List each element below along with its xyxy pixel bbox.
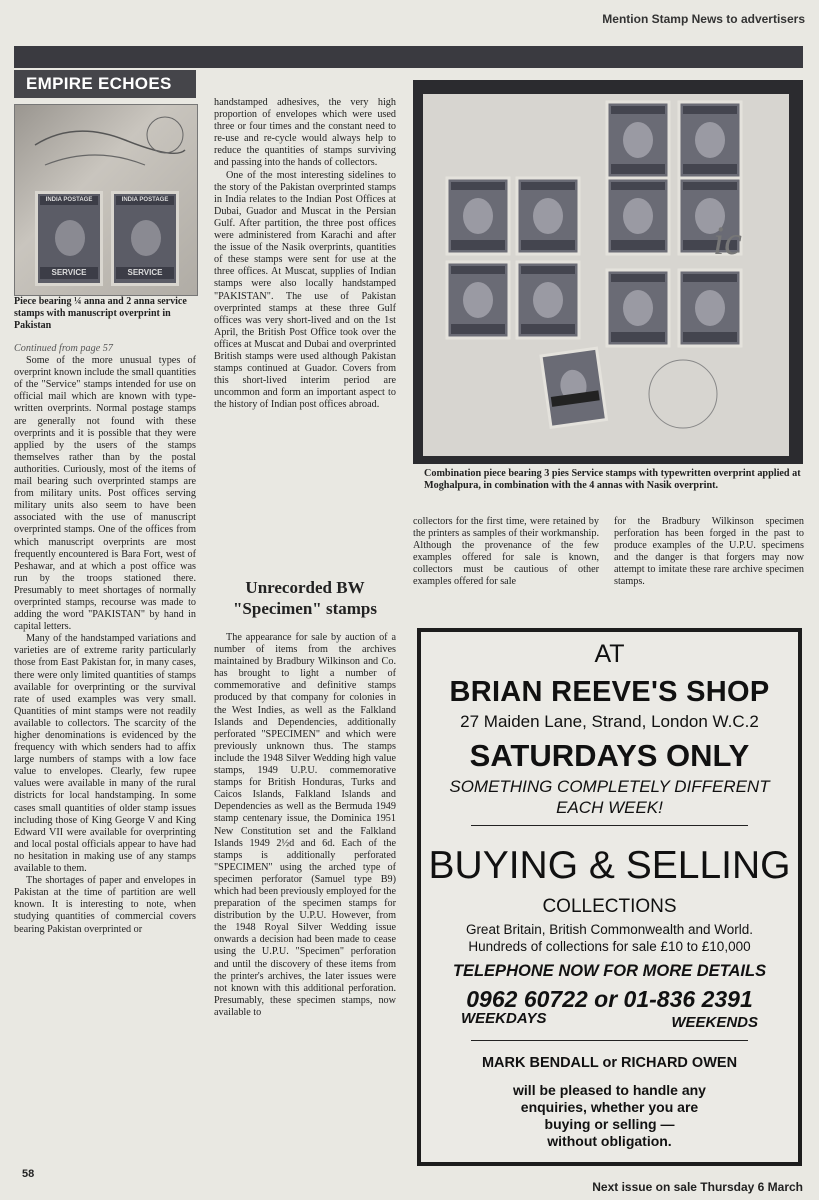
body-paragraph: Many of the handstamped variations and varieties are of extreme rarity particularly those from East Pakistan for, in many cases, there were only limited quantities of stamps available for overprinting or the survival rate of used examples was very small. Quantities of mint stamps were not readily available to collectors. The scarcity of the higher denominations is evidenced by the frequency with which senders had to affix large numbers of stamps with a low face value to envelopes. Clearly, few rupee values were available in many of the rural districts for local handstamping. In some cases small quantities of older stamp issues including those of King George V and King Edward VII were available for overprinting and local postal officials appear to have had no hesitation in making use of any stamps available to them. (14, 633, 196, 875)
stamp-overprint: SERVICE (116, 267, 174, 279)
ad-buying-selling: BUYING & SELLING (428, 844, 791, 887)
ad-shop-name: BRIAN REEVE'S SHOP (449, 676, 770, 708)
combination-piece-photo (413, 80, 803, 464)
ad-closing: will be pleased to handle any (513, 1082, 706, 1098)
shop-advertisement (417, 628, 802, 1166)
ad-closing: buying or selling — (544, 1116, 675, 1132)
photo-caption: Combination piece bearing 3 pies Service stamps with typewritten overprint applied at Moghalpura, in combination with the 4 annas with Nasik overprint. (424, 468, 801, 492)
ad-tagline: SOMETHING COMPLETELY DIFFERENT (449, 777, 770, 796)
stamps-block (423, 94, 789, 456)
article-column-1 (14, 343, 196, 936)
section-title: EMPIRE ECHOES (14, 70, 196, 98)
body-paragraph: One of the most interesting sidelines to the story of the Pakistan overprinted stamps in India relates to the Indian Post Offices at Dubai, Guador and Muscat in the Persian Gulf. After partition, the three post offices were administered from Karachi and after the issue of the Nasik overprints, quantities of these stamps were sent for use at the three offices. At Muscat, supplies of Indian stamps were also locally handstamped "PAKISTAN". The use of Pakistan overprinted stamps at these three Gulf offices was very short-lived and on the 1st April, the British Post Office took over the offices at Muscat and Dubai and overprinted British stamps were used although Pakistan stamps continued at Guador. Covers from this short-lived interim period are uncommon and form an important aspect to the history of Indian post offices abroad. (214, 169, 396, 411)
ad-weekends: WEEKENDS (671, 1014, 758, 1031)
ad-saturdays: SATURDAYS ONLY (469, 738, 750, 773)
body-paragraph: handstamped adhesives, the very high proportion of envelopes which were used three or four times and the constant need to re-use and re-cycle would always help to reduce the quantities of stamps surviving and passing into the hands of collectors. (214, 97, 396, 169)
article-heading: Unrecorded BW "Specimen" stamps (232, 578, 378, 618)
continued-note: Continued from page 57 (14, 343, 113, 354)
ad-closing: without obligation. (547, 1133, 672, 1149)
stamp-top-text: INDIA POSTAGE (40, 196, 98, 205)
ad-address: 27 Maiden Lane, Strand, London W.C.2 (460, 712, 759, 731)
stamp-piece-photo (14, 104, 198, 296)
running-head: Mention Stamp News to advertisers (602, 12, 805, 26)
stamp-overprint: SERVICE (40, 267, 98, 279)
envelope-piece (423, 94, 789, 456)
ad-price-range: Hundreds of collections for sale £10 to £10,000 (468, 939, 751, 954)
body-paragraph: Some of the more unusual types of overprint known include the small quantities of the "Service" stamps intended for use on official mail which are known with type-written overprints. Normal postage stamps are generally not found with these overprints and it is possible that they were applied by the users of the stamps themselves rather than by the postal authorities. Curiously, most of the items of mail bearing such overprinted stamps are from military units. Post offices serving military units also seem to have been associated with the use of manuscript overprinted stamps. One of the offices from which manuscript overprints are most frequently encountered is Bara Fort, west of Peshawar, and at which a post office was run by the troops stationed there. Presumably to meet shortages of normally overprinted stamps, recourse was made to adding the word "PAKISTAN" by hand in capital letters. (14, 355, 196, 633)
ad-at: AT (594, 640, 625, 668)
footer-note: Next issue on sale Thursday 6 March (592, 1180, 803, 1194)
ad-weekdays: WEEKDAYS (461, 1010, 547, 1027)
svg-text:ic: ic (713, 218, 742, 263)
ad-divider (471, 825, 748, 826)
article-column-4: for the Bradbury Wilkinson specimen perforation has been forged in the past to produce examples of the U.P.U. specimens and the danger is that forgers may now attempt to imitate these rare archive specimen stamps. (614, 516, 804, 588)
body-paragraph: The appearance for sale by auction of a number of items from the archives maintained by Bradbury Wilkinson and Co. has brought to light a number of commemorative and definitive stamps produced by that company for colonies in the West Indies, as well as the Falkland Islands and Dependencies, additionally perforated "SPECIMEN" and which were previously unknown thus. The stamps include the 1948 Silver Wedding high value stamps, 1949 U.P.U. commemorative stamps for British Honduras, Turks and Caicos Islands, Falkland Islands and Dependencies as well as the Bermuda 1949 stamp centenary issue, the Dominica 1951 New Constitution set and the Falkland Islands 1949 2½d and 6d. Each of the stamps is additionally perforated "SPECIMEN" using the arched type of specimen perforator (Samuel type B9) which had been previously employed for the preparation of the specimen stamps for distribution by the U.P.U. However, from the 1948 Royal Silver Wedding issue onwards a decision had been made to cease using the U.P.U. "Specimen" perforation and until the discovery of these items from the printer's archives, the later issues were not known with this additional perforation. Presumably, these specimen stamps, now available to (214, 632, 396, 1018)
article-column-3: collectors for the first time, were retained by the printers as samples of their workmanship. Although the provenance of the few examples offered for sale is known, collectors must be cautious of other examples offered for sale (413, 516, 599, 588)
ad-contact-names: MARK BENDALL or RICHARD OWEN (481, 1055, 738, 1071)
page-number: 58 (22, 1168, 35, 1180)
ad-telephone: TELEPHONE NOW FOR MORE DETAILS (452, 962, 767, 980)
ad-closing: enquiries, whether you are (520, 1099, 699, 1115)
ad-collections: COLLECTIONS (542, 896, 677, 917)
header-rule-bar (14, 46, 803, 68)
postmark-scribble (15, 105, 197, 295)
photo-caption: Piece bearing ¼ anna and 2 anna service stamps with manuscript overprint in Pakistan (14, 296, 187, 331)
stamp-top-text: INDIA POSTAGE (116, 196, 174, 205)
article-column-2b (214, 632, 396, 1019)
ad-tagline: EACH WEEK! (556, 798, 663, 817)
article-column-2 (214, 97, 396, 411)
ad-divider (471, 1040, 748, 1041)
ad-phone-numbers: 0962 60722 or 01-836 2391 (466, 986, 753, 1012)
body-paragraph: The shortages of paper and envelopes in Pakistan at the time of partition are well known. It is interesting to note, when studying quantities of commercial covers bearing Pakistan overprinted or (14, 875, 196, 935)
ad-regions: Great Britain, British Commonwealth and World. (465, 922, 754, 937)
